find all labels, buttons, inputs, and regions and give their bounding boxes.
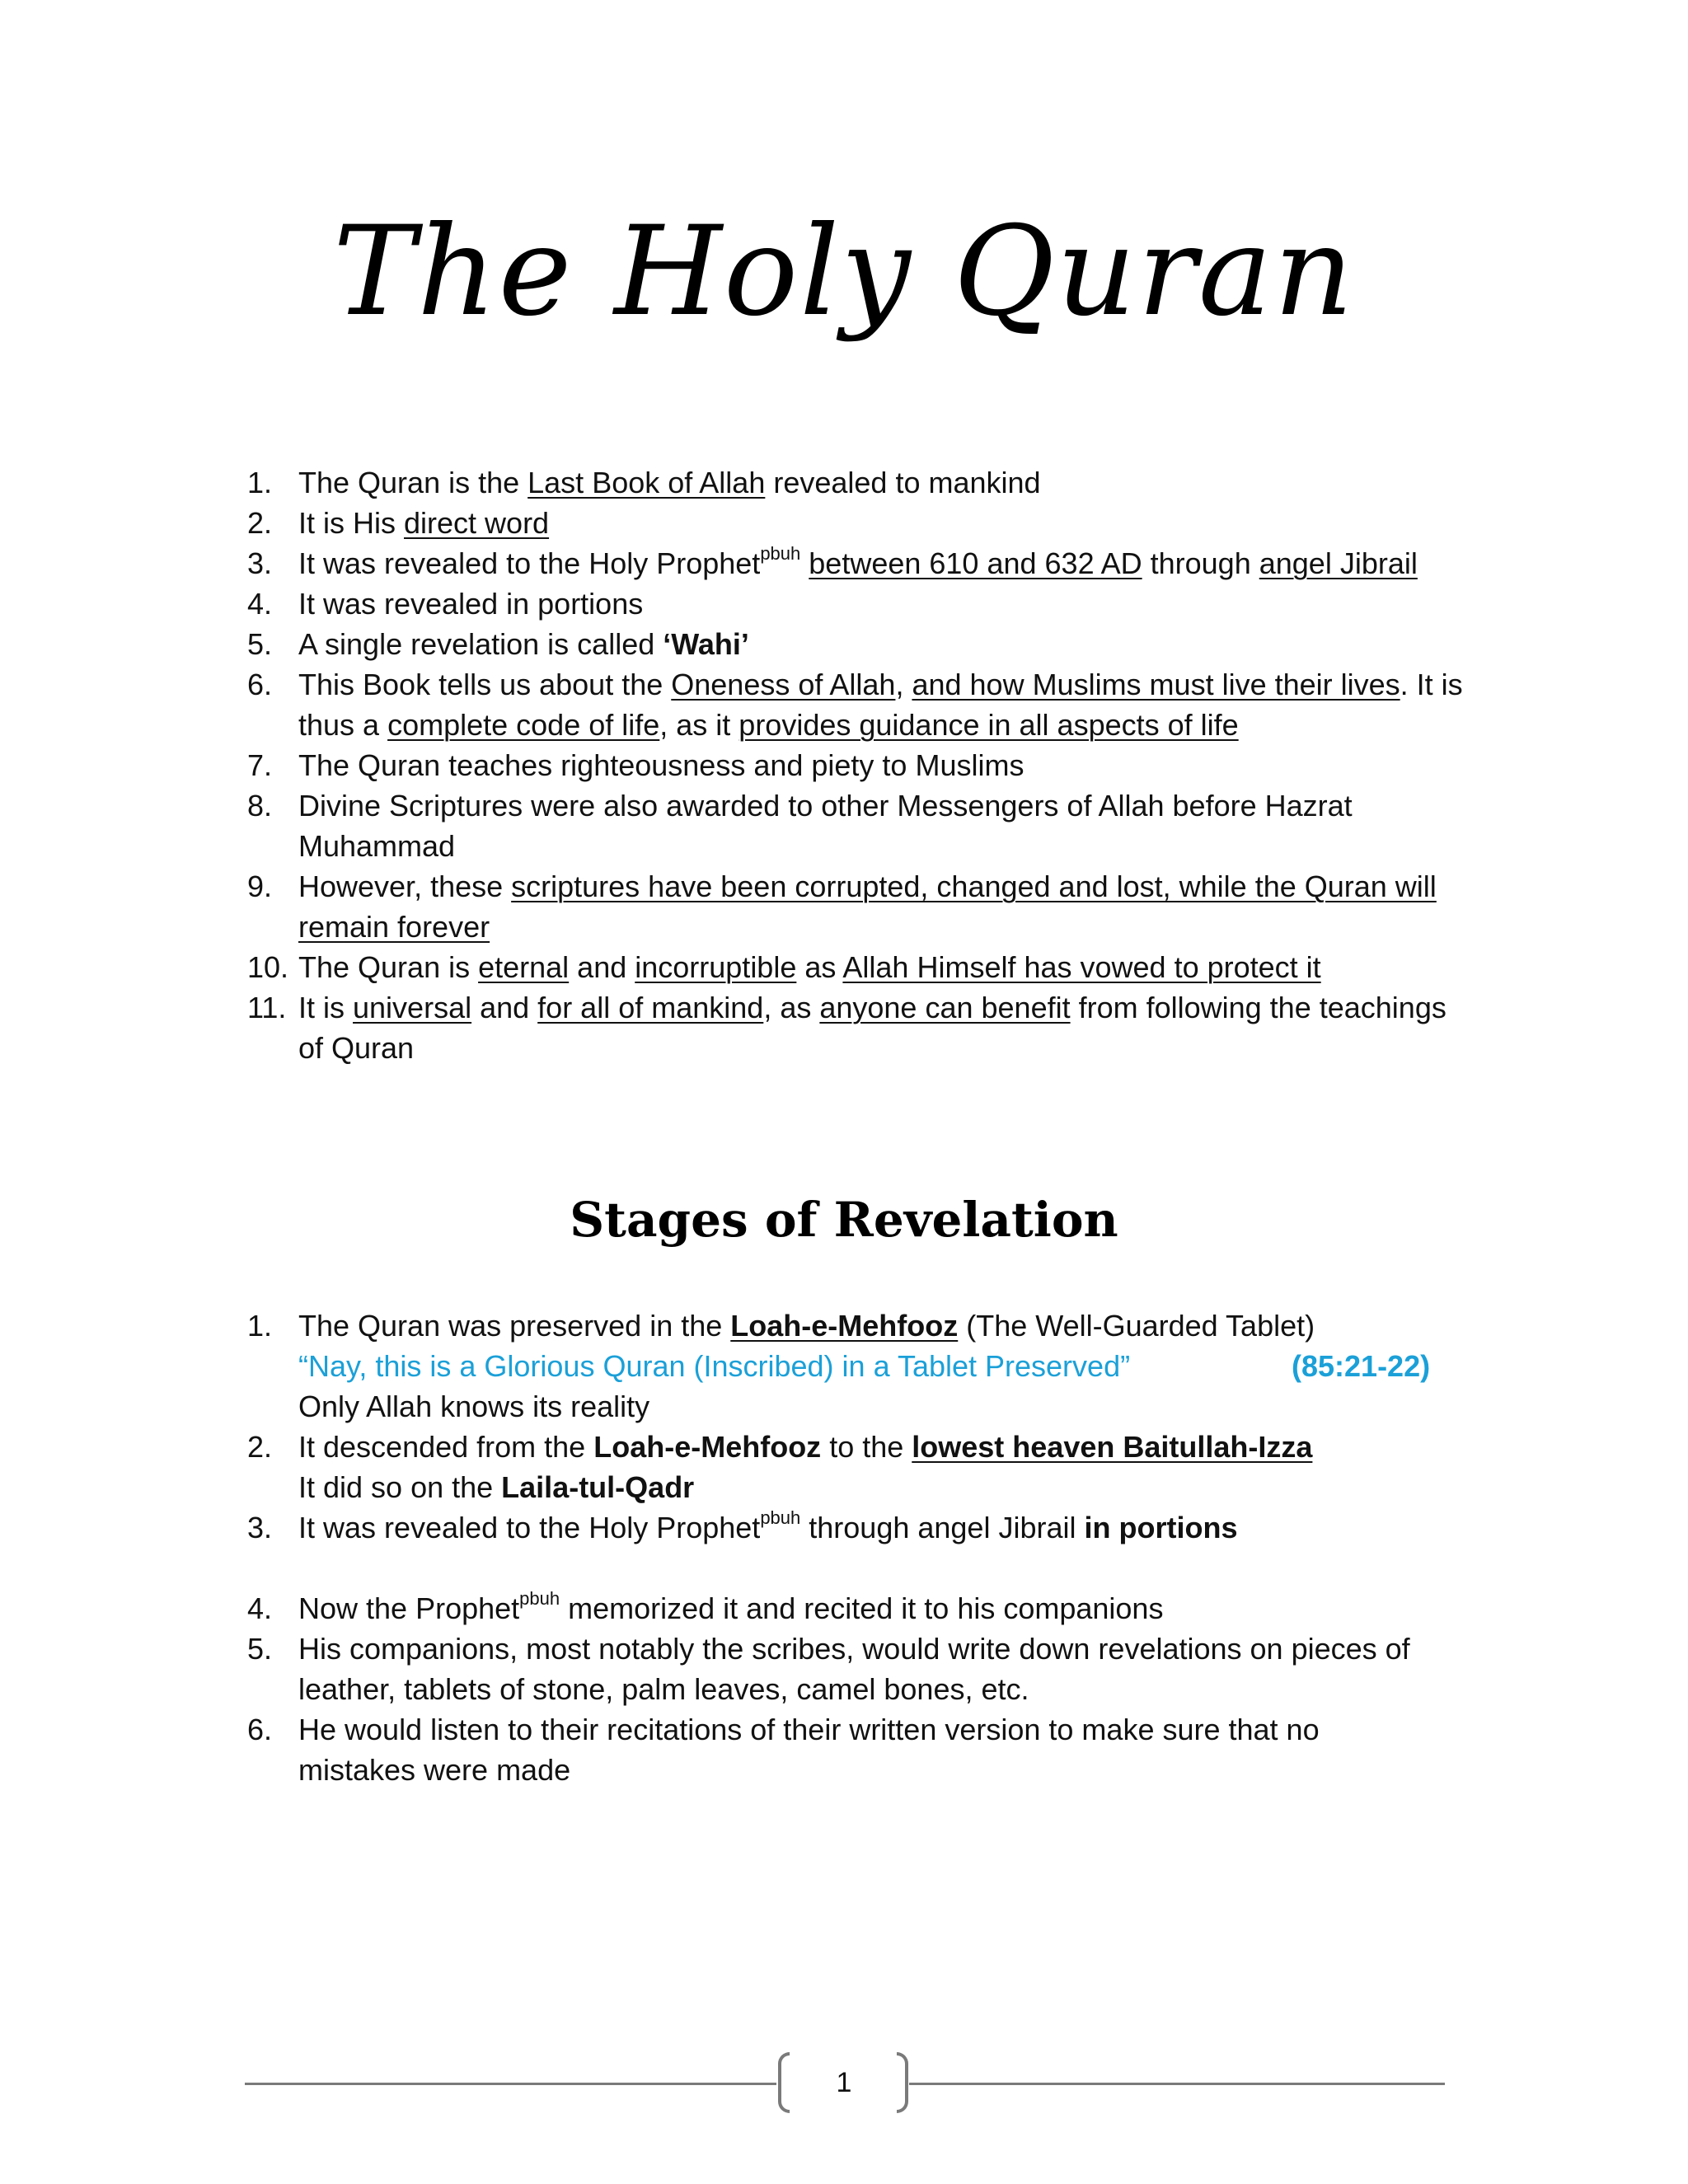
item-text: He would listen to their recitations of their written version to make sure that no	[298, 1713, 1320, 1746]
list-item	[0, 1427, 1493, 1507]
item-text: through	[1142, 546, 1259, 580]
item-text: , as	[763, 991, 820, 1024]
quran-facts-list	[0, 462, 1688, 1068]
list-item	[0, 745, 1493, 785]
verse-reference: (85:21-22)	[1292, 1349, 1431, 1383]
pbuh-superscript: pbuh	[519, 1588, 560, 1609]
item-number: 1.	[247, 466, 273, 499]
item-text: It was revealed to the Holy Prophet	[298, 1511, 761, 1544]
item-text: memorized it and recited it to his companions	[560, 1591, 1164, 1625]
item-text: through angel Jibrail	[800, 1511, 1085, 1544]
item-number: 11.	[247, 991, 287, 1024]
item-text: as	[796, 950, 843, 984]
item-number: 10.	[247, 950, 289, 984]
item-number: 2.	[247, 506, 273, 540]
list-item	[0, 462, 1493, 503]
footer-divider-left	[245, 2083, 776, 2085]
item-number: 3.	[247, 546, 273, 580]
item-text: Muhammad	[298, 829, 456, 863]
list-item	[0, 1629, 1493, 1709]
underlined-text: Oneness of Allah	[671, 668, 896, 701]
page-title: The Holy Quran	[333, 200, 1355, 344]
item-text: A single revelation is called	[298, 627, 663, 661]
underlined-text: Last Book of Allah	[528, 466, 766, 499]
item-number: 5.	[247, 627, 273, 661]
underlined-text: anyone can benefit	[819, 991, 1071, 1024]
item-text: The Quran was preserved in the	[298, 1309, 731, 1343]
item-text: (The Well-Guarded Tablet)	[958, 1309, 1315, 1343]
right-brace-icon	[897, 2052, 908, 2113]
item-text: from following the teachings	[1070, 991, 1447, 1024]
quran-quote: “Nay, this is a Glorious Quran (Inscribed) in a Tablet Preserved”	[298, 1349, 1131, 1383]
list-item	[0, 624, 1493, 664]
item-number: 7.	[247, 748, 273, 782]
underlined-text: for all of mankind	[537, 991, 764, 1024]
item-number: 5.	[247, 1632, 273, 1666]
quote-line	[298, 1346, 1493, 1386]
item-number: 8.	[247, 789, 273, 823]
item-text: Only Allah knows its reality	[298, 1390, 650, 1423]
underlined-text: angel Jibrail	[1259, 546, 1418, 580]
item-text: Divine Scriptures were also awarded to other Messengers of Allah before Hazrat	[298, 789, 1353, 823]
item-text: and	[471, 991, 538, 1024]
bold-text: Laila-tul-Qadr	[501, 1470, 695, 1504]
item-number: 4.	[247, 587, 273, 621]
item-text: It descended from the	[298, 1430, 594, 1464]
item-text: to the	[821, 1430, 912, 1464]
underlined-text: universal	[353, 991, 472, 1024]
underlined-text: incorruptible	[635, 950, 797, 984]
item-text: It did so on the	[298, 1470, 502, 1504]
underlined-text: and how Muslims must live their lives	[912, 668, 1400, 701]
item-text: leather, tablets of stone, palm leaves, camel bones, etc.	[298, 1672, 1029, 1706]
list-item	[0, 987, 1493, 1068]
list-item	[0, 583, 1493, 624]
pbuh-superscript: pbuh	[760, 1507, 801, 1528]
pbuh-superscript: pbuh	[760, 543, 801, 564]
bold-underlined-text: lowest heaven Baitullah-Izza	[912, 1430, 1313, 1464]
list-item	[0, 1709, 1493, 1790]
bold-text: Loah-e-Mehfooz	[593, 1430, 822, 1464]
page-number: 1	[836, 2067, 852, 2098]
item-text: It is His	[298, 506, 405, 540]
item-text: thus a	[298, 708, 388, 742]
item-number: 2.	[247, 1430, 273, 1464]
underlined-text: between 610 and 632 AD	[809, 546, 1142, 580]
underlined-text: scriptures have been corrupted, changed and lost, while the Quran will	[511, 869, 1437, 903]
item-text: It is	[298, 991, 354, 1024]
item-number: 4.	[247, 1591, 273, 1625]
footer-divider-right	[909, 2083, 1445, 2085]
item-text: The Quran teaches righteousness and piety to Muslims	[298, 748, 1025, 782]
item-text: This Book tells us about the	[298, 668, 672, 701]
item-text: of Quran	[298, 1031, 415, 1065]
section-heading: Stages of Revelation	[570, 1192, 1118, 1248]
list-item	[0, 785, 1493, 866]
bold-underlined-text: Loah-e-Mehfooz	[730, 1309, 959, 1343]
item-number: 1.	[247, 1309, 273, 1343]
item-number: 9.	[247, 869, 273, 903]
item-text: and	[569, 950, 635, 984]
item-text: revealed to mankind	[765, 466, 1041, 499]
list-item	[0, 1305, 1493, 1427]
item-text: The Quran is the	[298, 466, 528, 499]
underlined-text: complete code of life	[387, 708, 660, 742]
underlined-text: eternal	[478, 950, 570, 984]
item-text: , as it	[659, 708, 739, 742]
list-item	[0, 1588, 1493, 1629]
underlined-text: remain forever	[298, 910, 490, 944]
list-item	[0, 543, 1493, 583]
item-text: ,	[895, 668, 912, 701]
list-item	[0, 664, 1493, 745]
item-text: His companions, most notably the scribes, would write down revelations on pieces of	[298, 1632, 1410, 1666]
item-text: It was revealed in portions	[298, 587, 644, 621]
underlined-text: Allah Himself has vowed to protect it	[842, 950, 1321, 984]
list-item	[0, 947, 1493, 987]
item-text: However, these	[298, 869, 512, 903]
underlined-text: direct word	[404, 506, 550, 540]
revelation-stages-list	[0, 1305, 1688, 1790]
list-item	[0, 866, 1493, 947]
item-text: The Quran is	[298, 950, 479, 984]
bold-text: ‘Wahi’	[663, 627, 749, 661]
list-item	[0, 1507, 1493, 1548]
item-text: It was revealed to the Holy Prophet	[298, 546, 761, 580]
bold-text: in portions	[1084, 1511, 1238, 1544]
item-number: 3.	[247, 1511, 273, 1544]
item-text: . It is	[1400, 668, 1463, 701]
item-number: 6.	[247, 1713, 273, 1746]
item-text: mistakes were made	[298, 1753, 571, 1787]
item-number: 6.	[247, 668, 273, 701]
underlined-text: provides guidance in all aspects of life	[738, 708, 1239, 742]
left-brace-icon	[778, 2052, 790, 2113]
list-item	[0, 503, 1493, 543]
item-text: Now the Prophet	[298, 1591, 520, 1625]
